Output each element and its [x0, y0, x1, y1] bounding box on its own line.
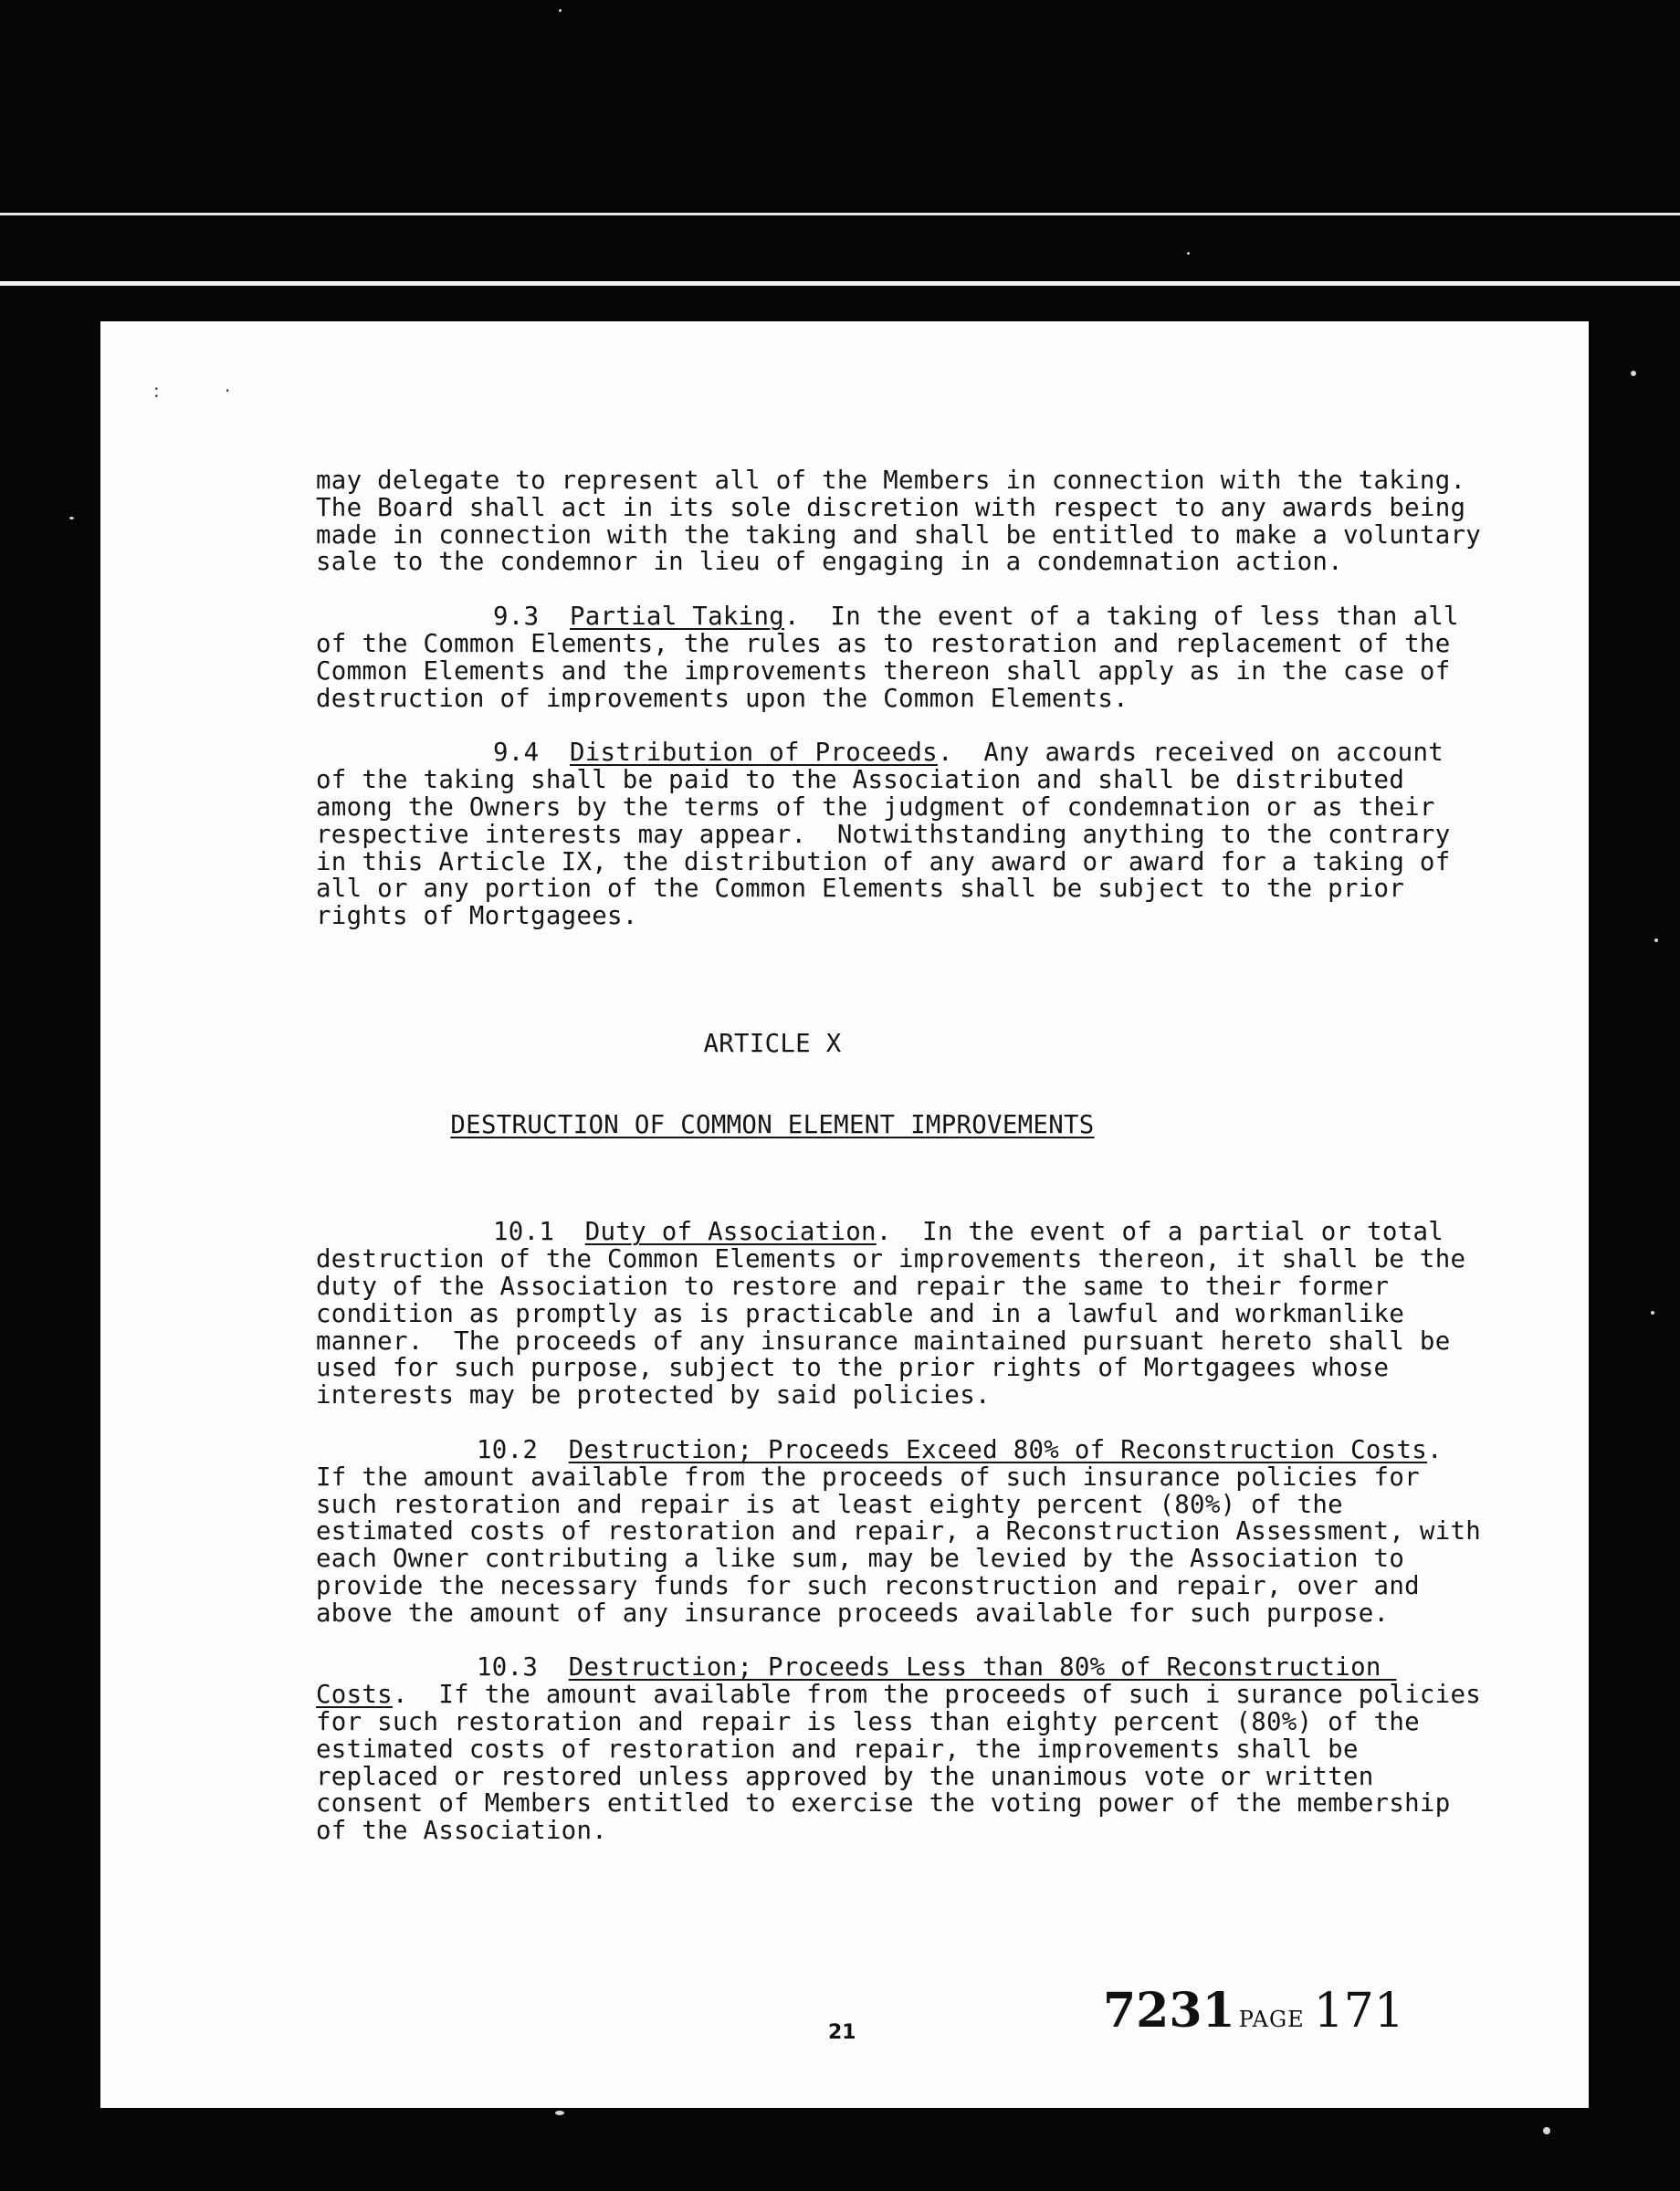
- corner-mark: :: [153, 380, 160, 402]
- section-9-4: 9.4 Distribution of Proceeds. Any awards received on account of the taking shall be paid to the Association and shall be distributed among the Owners by the terms of the judgment of condemnation or as their respective interests may appear. Notwithstanding anything to the contrary in this Article IX, the distribution of any award or award for a taking of all or any portion of the Common Elements shall be subject to the prior rights of Mortgagees.: [316, 739, 1466, 931]
- scan-speck: [1651, 1311, 1654, 1315]
- scan-speck: [1187, 252, 1190, 255]
- stamp-page-number: 171: [1313, 1984, 1404, 2039]
- section-9-3: 9.3 Partial Taking. In the event of a taking of less than all of the Common Elements, the rules as to restoration and replacement of the Common Elements and the improvements thereon shall apply as in the case of destruction of improvements upon the Common Elements.: [316, 603, 1475, 713]
- document-body: [316, 467, 1496, 1872]
- intro-paragraph: may delegate to represent all of the Members in connection with the taking. The Board shall act in its sole discretion with respect to any awards being made in connection with the taking and shall be entitled to make a voluntary sale to the condemnor in lieu of engaging in a condemnation action.: [316, 467, 1496, 577]
- scan-speck: [1631, 371, 1636, 376]
- section-body: Any awards received on account of the taking shall be paid to the Association and shall be distributed among the Owners by the terms of the judgment of condemnation or as their respective interests may appear. Notwithstanding anything to the contrary in this Article IX, the distribution of any award or award for a taking of all or any portion of the Common Elements shall be subject to the prior rights of Mortgagees.: [316, 739, 1466, 931]
- section-title: Duty of Association: [584, 1218, 877, 1247]
- section-title: Destruction; Proceeds Less than 80% of Reconstruction Costs: [316, 1653, 1397, 1710]
- corner-mark: ·: [225, 380, 231, 402]
- scan-edge-line-bottom: [0, 281, 1680, 286]
- scan-speck: [555, 2111, 564, 2115]
- section-number: 10.2: [477, 1435, 539, 1464]
- stamp-page-label: PAGE: [1238, 2007, 1305, 2032]
- recording-stamp: [1103, 1983, 1404, 2039]
- section-number: 10.3: [477, 1653, 539, 1683]
- section-body: In the event of a partial or total destruction of the Common Elements or improvements thereon, it shall be the duty of the Association to restore and repair the same to their former condition as promptly as is practicable and in a lawful and workmanlike manner. The proceeds of any insurance maintained pursuant hereto shall be used for such purpose, subject to the prior rights of Mortgagees whose interests may be protected by said policies.: [316, 1218, 1482, 1410]
- section-10-2: 10.2 Destruction; Proceeds Exceed 80% of Reconstruction Costs. If the amount available from the proceeds of such insurance policies for such restoration and repair is at least eighty percent (80%) of the estimated costs of restoration and repair, a Reconstruction Assessment, with each Owner contributing a like sum, may be levied by the Association to provide the necessary funds for such reconstruction and repair, over and above the amount of any insurance proceeds available for such purpose.: [316, 1435, 1496, 1628]
- section-body: If the amount available from the proceeds of such i surance policies for such restoration and repair is less than eighty percent (80%) of the estimated costs of restoration and repair, the improvements shall be replaced or restored unless approved by the unanimous vote or written consent of Members entitled to exercise the voting power of the membership of the Association.: [316, 1681, 1496, 1846]
- scan-speck: [1543, 2127, 1550, 2134]
- stamp-book-number: 7231: [1103, 1983, 1235, 2039]
- scan-speck: [559, 9, 562, 12]
- section-number: 9.3: [493, 603, 540, 632]
- section-number: 9.4: [493, 739, 540, 768]
- document-page: [100, 321, 1589, 2108]
- section-body: In the event of a taking of less than all of the Common Elements, the rules as to restoration and replacement of the Common Elements and the improvements thereon shall apply as in the case of destruction of improvements upon the Common Elements.: [316, 603, 1475, 713]
- scan-edge-line-top: [0, 213, 1680, 215]
- section-title: Distribution of Proceeds: [569, 739, 938, 768]
- section-10-1: 10.1 Duty of Association. In the event of a partial or total destruction of the Common Elements or improvements thereon, it shall be the duty of the Association to restore and repair the same to their former condition as promptly as is practicable and in a lawful and workmanlike manner. The proceeds of any insurance maintained pursuant hereto shall be used for such purpose, subject to the prior rights of Mortgagees whose interests may be protected by said policies.: [316, 1218, 1482, 1410]
- scan-speck: [1654, 938, 1658, 942]
- section-body: If the amount available from the proceeds of such insurance policies for such restoration and repair is at least eighty percent (80%) of the estimated costs of restoration and repair, a Reconstruction Assessment, with each Owner contributing a like sum, may be levied by the Association to provide the necessary funds for such reconstruction and repair, over and above the amount of any insurance proceeds available for such purpose.: [316, 1462, 1496, 1628]
- section-10-3: 10.3 Destruction; Proceeds Less than 80% of Reconstruction Costs. If the amount available from the proceeds of such i surance policies for such restoration and repair is less than eighty percent (80%) of the estimated costs of restoration and repair, the improvements shall be replaced or restored unless approved by the unanimous vote or written consent of Members entitled to exercise the voting power of the membership of the Association.: [316, 1653, 1496, 1846]
- section-number: 10.1: [493, 1218, 555, 1247]
- section-title: Destruction; Proceeds Exceed 80% of Reconstruction Costs: [568, 1435, 1428, 1464]
- article-number: ARTICLE X: [703, 1029, 842, 1058]
- article-title: DESTRUCTION OF COMMON ELEMENT IMPROVEMENTS: [450, 1110, 1095, 1139]
- scan-speck: [69, 517, 74, 519]
- page-number: 21: [828, 2021, 856, 2044]
- article-heading: [316, 976, 1229, 1193]
- section-title: Partial Taking: [569, 603, 785, 632]
